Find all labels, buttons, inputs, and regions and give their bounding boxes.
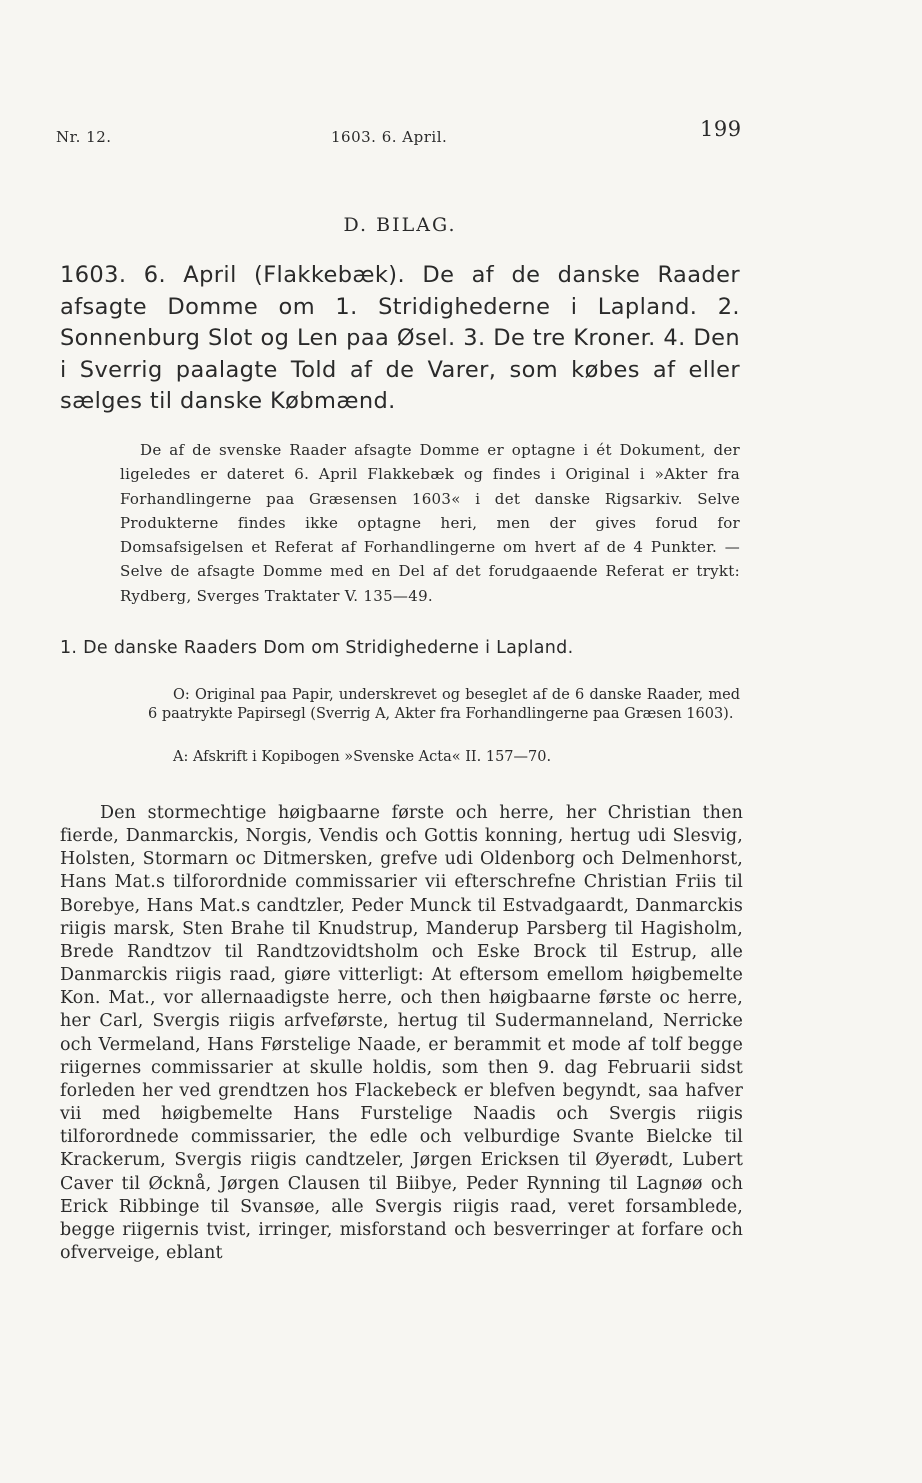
page-number: 199 — [700, 117, 742, 141]
running-head-date: 1603. 6. April. — [331, 128, 448, 146]
source-copy: A: Afskrift i Kopibogen »Svenske Acta« II. 157—70. — [173, 749, 552, 765]
document-title: 1603. 6. April (Flakkebæk). De af de danske Raader afsagte Domme om 1. Stridighederne i Lapland. 2. Sonnenburg Slot og Len paa Øsel. 3. De tre Kroner. 4. Den i Sverrig paalagte Told af de Varer, som købes af eller sælges til danske Købmænd. — [60, 262, 740, 414]
section-heading: D. BILAG. — [343, 214, 457, 236]
running-head-number: Nr. 12. — [56, 128, 112, 146]
body-text: Den stormechtige høigbaarne første och herre, her Christian then fierde, Danmarckis, Norgis, Vendis och Gottis konning, hertug udi Slesvig, Holsten, Stormarn oc Ditmersken, grefve udi Oldenborg och Delmenhorst, Hans Mat.s tilforordnide commissarier vii efterschrefne Christian Friis til Borebye, Hans Mat.s candtzler, Peder Munck til Estvadgaardt, Danmarckis riigis marsk, Sten Brahe til Knudstrup, Manderup Parsberg til Hagisholm, Brede Randtzov til Randtzovidtsholm och Eske Brock til Estrup, alle Danmarckis riigis raad, giøre vitterligt: At eftersom emellom høigbemelte Kon. Mat., vor allernaadigste herre, och then høigbaarne første oc herre, her Carl, Svergis riigis arfveførste, hertug til Sudermanneland, Nerricke och Vermeland, Hans Førstelige Naade, er berammit et mode af tolf begge riigernes commissarier at skulle holdis, som then 9. dag Februarii sidst forleden her ved grendtzen hos Flackebeck er blefven begyndt, saa hafver vii med høigbemelte Hans Furstelige Naadis och Svergis riigis tilforordnede commissarier, the edle och velburdige Svante Bielcke til Krackerum, Svergis riigis candtzeler, Jørgen Ericksen til Øyerødt, Lubert Caver til Øcknå, Jørgen Clausen til Biibye, Peder Rynning til Lagnøø och Erick Ribbinge til Svansøe, alle Svergis riigis raad, veret forsamblede, begge riigernis tvist, irringer, misforstand och besverringer at forfare och ofverveige, eblant — [60, 803, 743, 1263]
source-original: O: Original paa Papir, underskrevet og beseglet af de 6 danske Raader, med 6 paatrykte Papirsegl (Sverrig A, Akter fra Forhandlingerne paa Græsen 1603). — [148, 687, 740, 722]
subheading: 1. De danske Raaders Dom om Stridighederne i Lapland. — [60, 638, 574, 658]
editorial-note: De af de svenske Raader afsagte Domme er optagne i ét Dokument, der ligeledes er dateret 6. April Flakkebæk og findes i Original i »Akter fra Forhandlingerne paa Græsensen 1603« i det danske Rigsarkiv. Selve Produkterne findes ikke optagne heri, men der gives forud for Domsafsigelsen et Referat af Forhandlingerne om hvert af de 4 Punkter. — Selve de afsagte Domme med en Del af det forudgaaende Referat er trykt: Rydberg, Sverges Traktater V. 135—49. — [120, 441, 740, 605]
